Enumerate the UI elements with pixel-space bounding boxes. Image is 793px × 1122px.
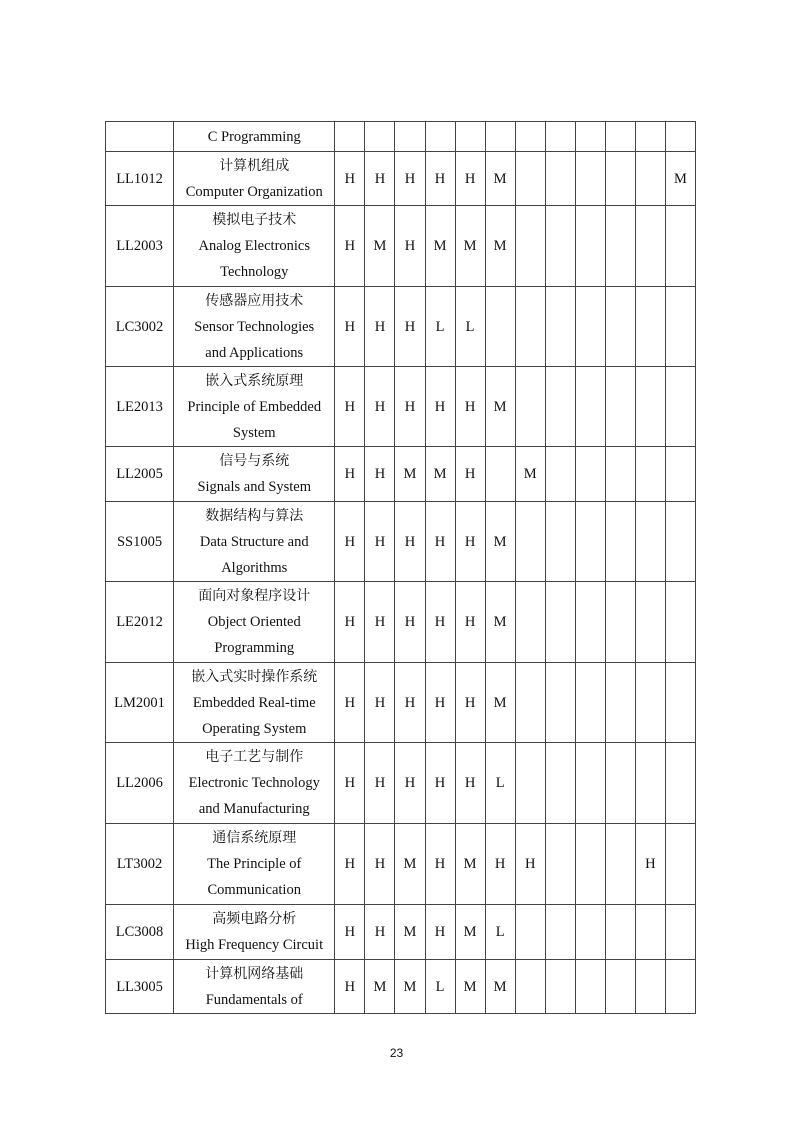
level-cell — [665, 206, 695, 287]
level-cell: H — [425, 824, 455, 905]
level-cell — [515, 743, 545, 824]
course-name-en: Embedded Real-time — [192, 694, 316, 711]
level-cell — [545, 824, 575, 905]
level-cell — [605, 287, 635, 367]
level-cell: H — [365, 287, 395, 367]
level-cell — [635, 743, 665, 824]
level-cell — [545, 960, 575, 1014]
level-cell: H — [335, 206, 365, 287]
level-cell — [515, 663, 545, 743]
course-name — [174, 905, 335, 960]
level-cell: H — [425, 582, 455, 663]
course-name-en: Analog Electronics — [198, 238, 311, 254]
course-code: LL2003 — [106, 206, 174, 287]
course-name — [174, 152, 335, 206]
course-name-en: C Programming — [207, 128, 301, 145]
course-name-zh: 高频电路分析 — [212, 911, 297, 927]
level-cell: H — [365, 582, 395, 663]
level-cell — [635, 206, 665, 287]
level-cell — [545, 152, 575, 206]
course-name-en: and Applications — [205, 344, 304, 361]
level-cell — [545, 122, 575, 152]
table-row — [106, 905, 696, 960]
level-cell: H — [455, 743, 485, 824]
level-cell: H — [395, 367, 425, 447]
course-name — [174, 206, 335, 287]
level-cell — [515, 582, 545, 663]
course-name-zh: 计算机组成 — [219, 157, 290, 174]
level-cell: H — [425, 743, 455, 824]
level-cell: L — [485, 743, 515, 824]
level-cell: M — [395, 447, 425, 502]
level-cell: H — [335, 905, 365, 960]
level-cell: H — [455, 152, 485, 206]
course-name-zh: 传感器应用技术 — [205, 292, 304, 309]
level-cell: M — [365, 206, 395, 287]
course-name-zh: 信号与系统 — [219, 453, 290, 469]
level-cell — [605, 663, 635, 743]
course-code: SS1005 — [106, 502, 174, 582]
level-cell — [665, 122, 695, 152]
table-row — [106, 960, 696, 1014]
level-cell — [665, 663, 695, 743]
level-cell — [575, 582, 605, 663]
level-cell — [635, 582, 665, 663]
level-cell: H — [335, 582, 365, 663]
level-cell: H — [455, 367, 485, 447]
course-code: LL3005 — [106, 960, 174, 1014]
level-cell — [605, 743, 635, 824]
course-name-en: System — [232, 424, 276, 441]
course-name-en: Programming — [214, 640, 295, 656]
course-name — [174, 287, 335, 367]
level-cell — [635, 367, 665, 447]
level-cell: M — [485, 206, 515, 287]
level-cell: H — [455, 582, 485, 663]
level-cell — [395, 122, 425, 152]
course-code: LE2013 — [106, 367, 174, 447]
level-cell: L — [455, 287, 485, 367]
level-cell — [515, 905, 545, 960]
level-cell — [545, 663, 575, 743]
level-cell — [635, 502, 665, 582]
level-cell: H — [425, 502, 455, 582]
course-code: LT3002 — [106, 824, 174, 905]
course-name-en: Fundamentals of — [205, 991, 303, 1008]
level-cell: M — [455, 960, 485, 1014]
level-cell — [635, 905, 665, 960]
table-row — [106, 447, 696, 502]
level-cell: H — [395, 502, 425, 582]
course-name-zh: 电子工艺与制作 — [205, 749, 304, 765]
level-cell — [665, 743, 695, 824]
level-cell — [605, 960, 635, 1014]
level-cell: H — [395, 663, 425, 743]
level-cell — [545, 905, 575, 960]
level-cell: M — [485, 367, 515, 447]
course-name-zh: 模拟电子技术 — [212, 212, 297, 228]
level-cell — [665, 287, 695, 367]
level-cell: M — [485, 582, 515, 663]
level-cell: M — [425, 447, 455, 502]
level-cell — [635, 447, 665, 502]
level-cell: H — [455, 447, 485, 502]
level-cell: H — [455, 502, 485, 582]
level-cell — [605, 905, 635, 960]
level-cell — [515, 502, 545, 582]
level-cell: H — [365, 152, 395, 206]
level-cell: H — [425, 905, 455, 960]
level-cell — [575, 905, 605, 960]
course-name-en: Data Structure and — [199, 533, 309, 550]
level-cell — [575, 960, 605, 1014]
level-cell — [605, 582, 635, 663]
level-cell — [485, 287, 515, 367]
course-code — [106, 122, 174, 152]
course-name-zh: 通信系统原理 — [212, 830, 297, 846]
level-cell — [515, 960, 545, 1014]
level-cell: M — [455, 206, 485, 287]
level-cell: H — [485, 824, 515, 905]
level-cell — [335, 122, 365, 152]
course-code: LM2001 — [106, 663, 174, 743]
course-code: LC3002 — [106, 287, 174, 367]
level-cell — [545, 743, 575, 824]
course-name — [174, 447, 335, 502]
course-name — [174, 663, 335, 743]
level-cell — [545, 447, 575, 502]
level-cell — [635, 122, 665, 152]
level-cell — [665, 367, 695, 447]
course-name-en: Computer Organization — [185, 183, 323, 200]
level-cell — [515, 367, 545, 447]
level-cell — [575, 122, 605, 152]
level-cell — [605, 447, 635, 502]
course-name-en: Sensor Technologies — [194, 318, 315, 335]
course-name-zh: 数据结构与算法 — [205, 507, 304, 524]
course-matrix-table — [105, 121, 696, 1014]
level-cell — [605, 367, 635, 447]
level-cell: L — [485, 905, 515, 960]
level-cell: H — [395, 287, 425, 367]
level-cell: H — [365, 743, 395, 824]
level-cell: H — [335, 152, 365, 206]
level-cell: H — [395, 152, 425, 206]
level-cell — [575, 152, 605, 206]
level-cell: H — [335, 502, 365, 582]
level-cell — [545, 502, 575, 582]
table-row — [106, 367, 696, 447]
level-cell — [515, 287, 545, 367]
level-cell: H — [395, 582, 425, 663]
table-row — [106, 582, 696, 663]
level-cell — [545, 582, 575, 663]
level-cell: M — [455, 824, 485, 905]
course-code: LL1012 — [106, 152, 174, 206]
level-cell — [605, 206, 635, 287]
course-name-en: and Manufacturing — [198, 801, 310, 817]
level-cell — [545, 287, 575, 367]
level-cell: M — [485, 960, 515, 1014]
course-name-en: High Frequency Circuit — [185, 937, 324, 953]
level-cell: M — [515, 447, 545, 502]
level-cell — [545, 367, 575, 447]
level-cell — [665, 824, 695, 905]
level-cell: H — [335, 367, 365, 447]
table-row — [106, 287, 696, 367]
course-name — [174, 960, 335, 1014]
level-cell: H — [335, 663, 365, 743]
course-code: LE2012 — [106, 582, 174, 663]
level-cell: M — [395, 824, 425, 905]
course-name-en: Operating System — [202, 720, 307, 737]
level-cell — [515, 122, 545, 152]
level-cell: H — [425, 663, 455, 743]
course-name-en: The Principle of — [207, 856, 302, 872]
level-cell — [575, 287, 605, 367]
course-name-en: Object Oriented — [207, 614, 301, 630]
level-cell — [575, 743, 605, 824]
level-cell — [545, 206, 575, 287]
level-cell: H — [425, 367, 455, 447]
level-cell: H — [335, 287, 365, 367]
course-name-zh: 面向对象程序设计 — [198, 588, 311, 604]
course-name — [174, 122, 335, 152]
course-name-en: Electronic Technology — [188, 775, 320, 791]
table-row — [106, 206, 696, 287]
level-cell: L — [425, 287, 455, 367]
level-cell — [665, 905, 695, 960]
course-name-zh: 嵌入式实时操作系统 — [191, 668, 318, 685]
course-code: LL2006 — [106, 743, 174, 824]
level-cell — [575, 447, 605, 502]
level-cell: H — [365, 447, 395, 502]
level-cell — [575, 663, 605, 743]
level-cell: M — [395, 960, 425, 1014]
level-cell: H — [335, 960, 365, 1014]
level-cell — [515, 152, 545, 206]
level-cell — [575, 502, 605, 582]
level-cell — [575, 206, 605, 287]
level-cell — [635, 287, 665, 367]
level-cell — [575, 367, 605, 447]
level-cell — [665, 582, 695, 663]
course-name — [174, 367, 335, 447]
table-row — [106, 663, 696, 743]
level-cell — [665, 447, 695, 502]
level-cell: H — [335, 447, 365, 502]
level-cell: M — [365, 960, 395, 1014]
level-cell — [635, 663, 665, 743]
level-cell — [575, 824, 605, 905]
level-cell — [605, 152, 635, 206]
level-cell — [605, 824, 635, 905]
level-cell: M — [665, 152, 695, 206]
course-name-en: Algorithms — [221, 559, 288, 576]
level-cell: H — [365, 905, 395, 960]
level-cell: H — [365, 824, 395, 905]
level-cell: M — [485, 502, 515, 582]
course-name-en: Communication — [207, 882, 301, 898]
level-cell: H — [395, 206, 425, 287]
level-cell: H — [455, 663, 485, 743]
level-cell: H — [365, 663, 395, 743]
level-cell: H — [425, 152, 455, 206]
level-cell — [665, 960, 695, 1014]
level-cell: H — [395, 743, 425, 824]
level-cell — [605, 502, 635, 582]
level-cell — [485, 447, 515, 502]
table-row — [106, 824, 696, 905]
course-name-zh: 计算机网络基础 — [205, 965, 304, 982]
level-cell: M — [485, 152, 515, 206]
course-code: LC3008 — [106, 905, 174, 960]
table-row — [106, 152, 696, 206]
level-cell: L — [425, 960, 455, 1014]
level-cell: H — [515, 824, 545, 905]
course-code: LL2005 — [106, 447, 174, 502]
level-cell — [515, 206, 545, 287]
course-name — [174, 743, 335, 824]
level-cell: H — [365, 502, 395, 582]
table-row — [106, 502, 696, 582]
course-name — [174, 824, 335, 905]
course-name-en: Signals and System — [197, 479, 312, 495]
level-cell — [485, 122, 515, 152]
level-cell: H — [335, 743, 365, 824]
level-cell: H — [365, 367, 395, 447]
table-row — [106, 122, 696, 152]
level-cell: M — [395, 905, 425, 960]
course-name-zh: 嵌入式系统原理 — [205, 372, 304, 389]
level-cell — [665, 502, 695, 582]
level-cell: M — [455, 905, 485, 960]
table-row — [106, 743, 696, 824]
level-cell — [605, 122, 635, 152]
page-number: 23 — [389, 1046, 404, 1060]
course-name — [174, 502, 335, 582]
level-cell — [365, 122, 395, 152]
level-cell — [455, 122, 485, 152]
level-cell — [635, 960, 665, 1014]
course-name-en: Principle of Embedded — [187, 398, 322, 415]
level-cell — [425, 122, 455, 152]
course-name-en: Technology — [220, 264, 289, 280]
level-cell: H — [335, 824, 365, 905]
course-name — [174, 582, 335, 663]
level-cell: H — [635, 824, 665, 905]
level-cell — [635, 152, 665, 206]
level-cell: M — [485, 663, 515, 743]
level-cell: M — [425, 206, 455, 287]
